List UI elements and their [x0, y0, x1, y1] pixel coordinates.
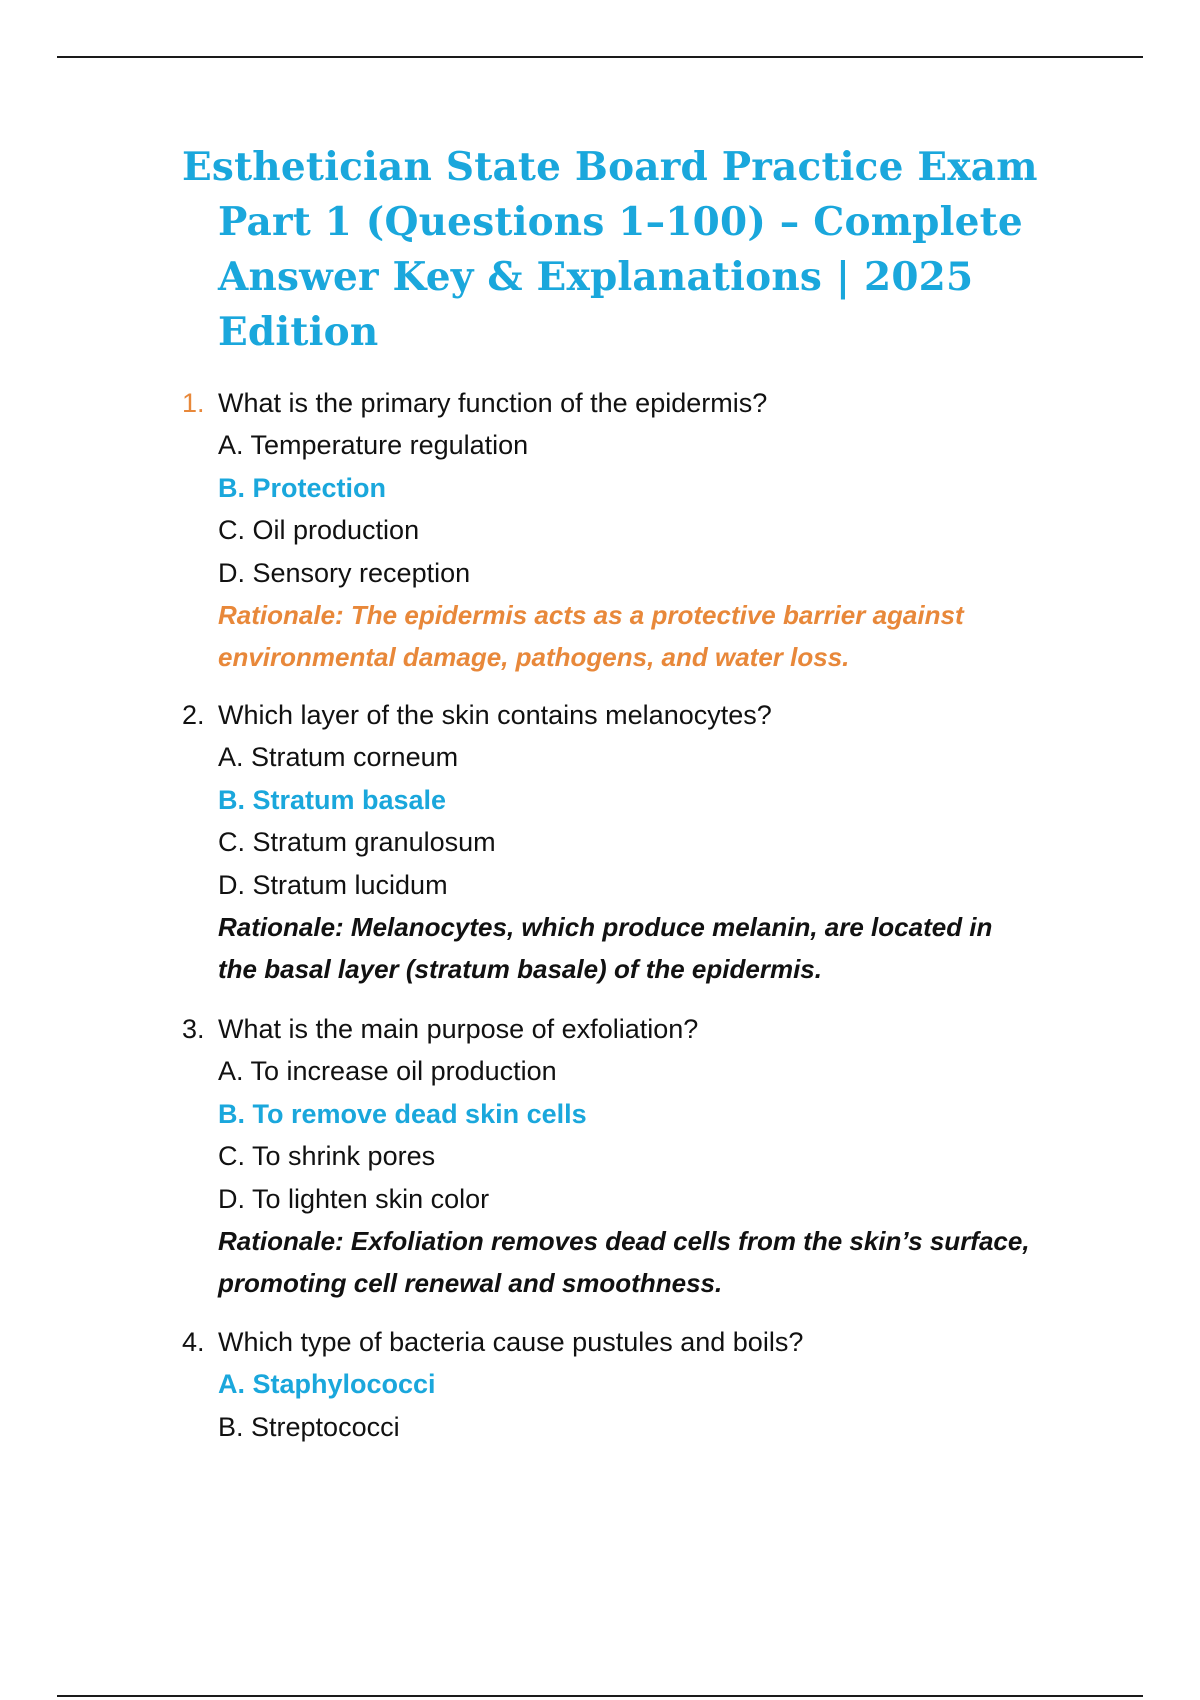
option-c: C. Oil production — [218, 515, 420, 545]
option-b-correct: B. Stratum basale — [218, 784, 447, 815]
question-text: Which type of bacteria cause pustules and boils? — [218, 1327, 804, 1357]
question-number: 3. — [182, 1014, 205, 1044]
option-a: A. Temperature regulation — [218, 430, 529, 460]
question-4 — [182, 1321, 1102, 1448]
rationale — [182, 1220, 1098, 1304]
question-2 — [182, 694, 1102, 990]
option-d: D. Sensory reception — [218, 557, 471, 588]
rationale-line-1: Rationale: Melanocytes, which produce melanin, are located in — [218, 912, 993, 942]
question-text: What is the primary function of the epidermis? — [218, 388, 768, 418]
rationale — [182, 906, 1098, 990]
rationale-line-2: promoting cell renewal and smoothness. — [218, 1268, 723, 1298]
option-a: A. To increase oil production — [218, 1056, 557, 1086]
option-b: B. Streptococci — [218, 1411, 400, 1442]
rationale-line-1: Rationale: The epidermis acts as a protective barrier against — [218, 600, 964, 630]
option-d: D. To lighten skin color — [218, 1183, 490, 1214]
question-text: What is the main purpose of exfoliation? — [218, 1014, 699, 1044]
question-text: Which layer of the skin contains melanocytes? — [218, 700, 772, 730]
top-rule — [57, 56, 1143, 58]
question-line — [182, 694, 1102, 736]
option-c: C. Stratum granulosum — [218, 827, 496, 857]
question-line — [182, 1008, 1102, 1050]
question-number: 1. — [182, 388, 205, 418]
question-number: 2. — [182, 700, 205, 730]
bottom-rule — [57, 1695, 1143, 1697]
question-1 — [182, 382, 1102, 678]
option-a-correct: A. Staphylococci — [218, 1369, 436, 1399]
question-3 — [182, 1008, 1102, 1304]
option-b-correct: B. To remove dead skin cells — [218, 1098, 587, 1129]
option-a: A. Stratum corneum — [218, 742, 459, 772]
rationale-line-2: environmental damage, pathogens, and water loss. — [218, 642, 850, 672]
rationale-line-2: the basal layer (stratum basale) of the epidermis. — [218, 954, 822, 984]
document-title: Esthetician State Board Practice Exam Part 1 (Questions 1–100) – Complete Answer Key & Explanations | 2025 Edition — [182, 144, 1038, 355]
question-number: 4. — [182, 1327, 205, 1357]
option-d: D. Stratum lucidum — [218, 869, 448, 900]
rationale — [182, 594, 1098, 678]
rationale-line-1: Rationale: Exfoliation removes dead cells from the skin’s surface, — [218, 1226, 1030, 1256]
question-line — [182, 382, 1102, 424]
option-b-correct: B. Protection — [218, 472, 387, 503]
option-c: C. To shrink pores — [218, 1141, 436, 1171]
question-line — [182, 1321, 1102, 1363]
